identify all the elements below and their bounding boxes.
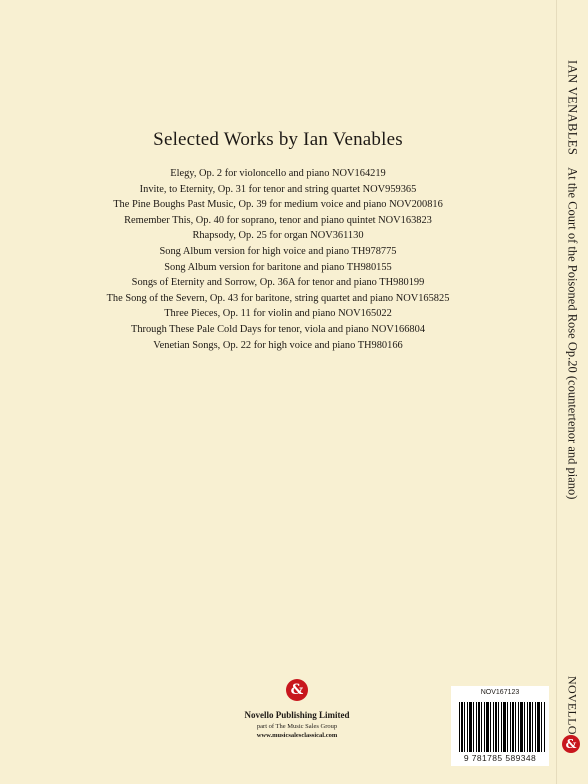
novello-logo-icon	[286, 679, 308, 701]
list-item: Song Album version for high voice and piano TH978775	[159, 245, 397, 257]
publisher-subtitle: part of The Music Sales Group	[256, 723, 338, 730]
list-item: Songs of Eternity and Sorrow, Op. 36A for tenor and piano TH980199	[131, 277, 425, 289]
list-item: The Song of the Severn, Op. 43 for baritone, string quartet and piano NOV165825	[106, 292, 450, 304]
barcode-icon	[459, 702, 545, 752]
publisher-website: www.musicsalesclassical.com	[256, 732, 338, 739]
selected-works-list	[0, 166, 556, 353]
list-item: The Pine Boughs Past Music, Op. 39 for medium voice and piano NOV200816	[113, 199, 443, 211]
barcode-label	[451, 686, 549, 766]
page-title: Selected Works by Ian Venables	[153, 129, 403, 150]
spine-title: At the Court of the Poisoned Rose Op.20 (countertenor and piano)	[565, 167, 580, 500]
list-item: Venetian Songs, Op. 22 for high voice and piano TH980166	[153, 339, 403, 351]
list-item: Remember This, Op. 40 for soprano, tenor and piano quintet NOV163823	[124, 214, 432, 226]
list-item: Three Pieces, Op. 11 for violin and piano NOV165022	[164, 308, 392, 320]
catalogue-number: NOV167123	[480, 689, 520, 696]
spine-logo-icon	[562, 735, 580, 753]
book-spine	[556, 0, 588, 784]
spine-divider	[556, 0, 557, 784]
logo-glyph: &	[290, 682, 304, 698]
list-item: Invite, to Eternity, Op. 31 for tenor and string quartet NOV959365	[139, 183, 417, 195]
spine-title-block	[565, 60, 580, 499]
spine-logo-glyph: &	[565, 737, 577, 751]
publisher-name: Novello Publishing Limited	[244, 710, 350, 720]
spine-author: IAN VENABLES	[565, 60, 580, 156]
list-item: Song Album version for baritone and piano TH980155	[164, 261, 392, 273]
list-item: Rhapsody, Op. 25 for organ NOV361130	[192, 230, 364, 242]
list-item: Elegy, Op. 2 for violoncello and piano NOV164219	[170, 168, 386, 179]
isbn-digits: 9 781785 589348	[463, 753, 537, 763]
list-item: Through These Pale Cold Days for tenor, viola and piano NOV166804	[130, 323, 426, 335]
spine-publisher: NOVELLO	[565, 676, 580, 735]
